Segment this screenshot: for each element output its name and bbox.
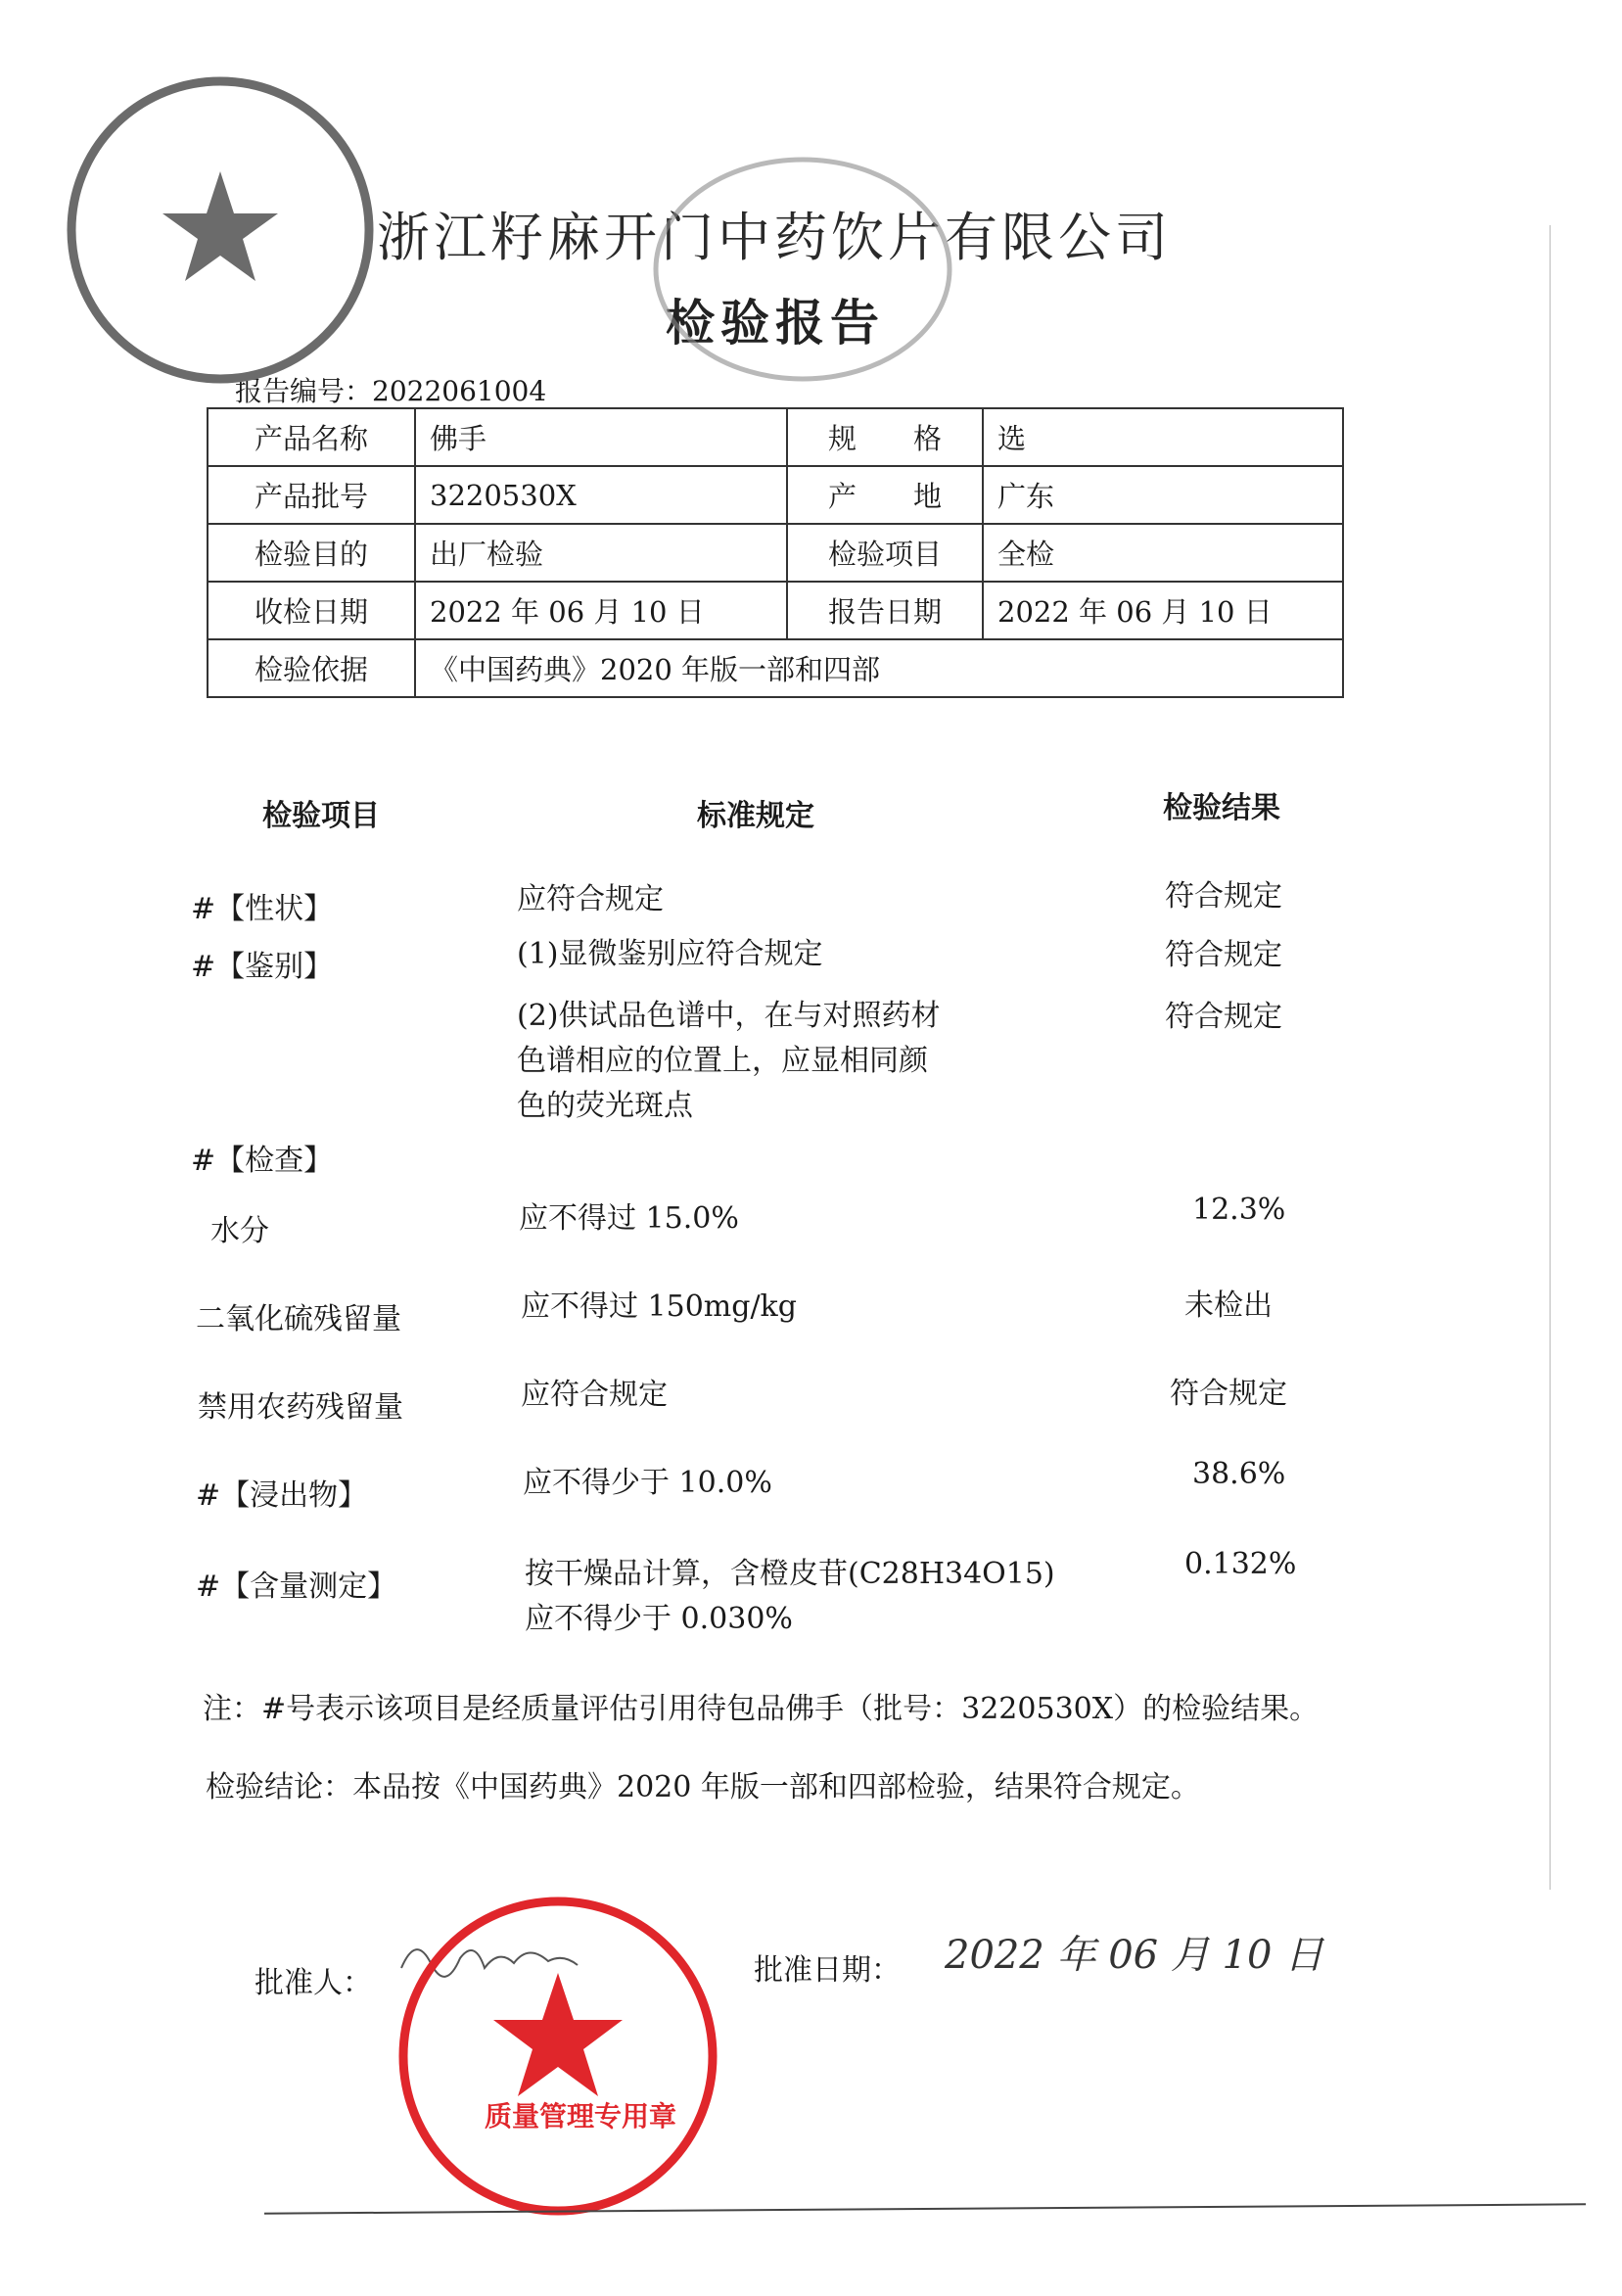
- note-text: 注：#号表示该项目是经质量评估引用待包品佛手（批号：3220530X）的检验结果。: [203, 1692, 1320, 1726]
- purpose-label: 检验目的: [208, 524, 415, 582]
- batch-label: 产品批号: [208, 466, 415, 524]
- receive-date-label: 收检日期: [208, 582, 415, 639]
- row-item: #【浸出物】: [196, 1478, 368, 1513]
- row-item: 水分: [210, 1214, 269, 1248]
- report-date-label: 报告日期: [787, 582, 983, 639]
- product-name-value: 佛手: [415, 408, 787, 466]
- row-result: 未检出: [1184, 1289, 1273, 1323]
- row-standard-multiline: [525, 1552, 1055, 1642]
- qa-seal: [392, 1890, 724, 2223]
- row-result: 0.132%: [1184, 1547, 1297, 1581]
- column-header-standard: 标准规定: [697, 799, 814, 833]
- report-title: 检验报告: [666, 294, 885, 351]
- row-item: #【性状】: [191, 892, 334, 926]
- row-result: 38.6%: [1192, 1457, 1286, 1491]
- faint-seal: [646, 147, 959, 392]
- row-result: 符合规定: [1170, 1377, 1287, 1411]
- page-edge-line: [1550, 225, 1551, 1890]
- info-row: [208, 408, 1343, 466]
- row-item: #【鉴别】: [191, 950, 334, 984]
- basis-label: 检验依据: [208, 639, 415, 697]
- company-seal: [59, 69, 382, 392]
- row-item: 禁用农药残留量: [198, 1390, 403, 1425]
- standard-line: 色谱相应的位置上，应显相同颜: [517, 1044, 928, 1078]
- origin-value: 广东: [983, 466, 1343, 524]
- company-name: 浙江籽麻开门中药饮片有限公司: [377, 207, 1172, 268]
- items-label: 检验项目: [787, 524, 983, 582]
- row-result: 12.3%: [1192, 1193, 1286, 1227]
- row-standard: 应不得过 15.0%: [519, 1201, 739, 1236]
- origin-label: 产 地: [787, 466, 983, 524]
- approver-label: 批准人：: [255, 1966, 372, 2000]
- row-result: 符合规定: [1165, 938, 1282, 972]
- info-row: [208, 466, 1343, 524]
- standard-line: 应不得少于 0.030%: [525, 1602, 793, 1636]
- row-item: #【检查】: [191, 1144, 334, 1178]
- column-header-result: 检验结果: [1163, 791, 1280, 825]
- info-row: [208, 639, 1343, 697]
- row-result: 符合规定: [1165, 879, 1282, 914]
- column-header-item: 检验项目: [262, 799, 380, 833]
- items-value: 全检: [983, 524, 1343, 582]
- receive-date-value: 2022 年 06 月 10 日: [415, 582, 787, 639]
- row-item: 二氧化硫残留量: [196, 1302, 401, 1336]
- qa-seal-bottom-text: 质量管理专用章: [485, 2100, 677, 2132]
- spec-value: 选: [983, 408, 1343, 466]
- row-standard: 应不得少于 10.0%: [523, 1466, 772, 1500]
- report-number-value: 2022061004: [372, 375, 547, 407]
- report-date-value: 2022 年 06 月 10 日: [983, 582, 1343, 639]
- info-table: [207, 407, 1344, 698]
- batch-value: 3220530X: [415, 466, 787, 524]
- purpose-value: 出厂检验: [415, 524, 787, 582]
- conclusion-text: 检验结论：本品按《中国药典》2020 年版一部和四部检验，结果符合规定。: [206, 1770, 1200, 1804]
- standard-line: 色的荧光斑点: [517, 1089, 693, 1123]
- product-name-label: 产品名称: [208, 408, 415, 466]
- row-item: #【含量测定】: [196, 1570, 397, 1604]
- approval-date-label: 批准日期：: [754, 1953, 901, 1988]
- report-number-label: 报告编号：: [235, 375, 373, 407]
- info-row: [208, 582, 1343, 639]
- row-result: 符合规定: [1165, 1000, 1282, 1034]
- row-standard-multiline: [517, 994, 941, 1129]
- row-standard: 应不得过 150mg/kg: [521, 1289, 797, 1324]
- approval-date-handwritten: 2022 年 06 月 10 日: [945, 1933, 1324, 1978]
- basis-value: 《中国药典》2020 年版一部和四部: [415, 639, 1343, 697]
- standard-line: 按干燥品计算，含橙皮苷(C28H34O15): [525, 1557, 1055, 1591]
- standard-line: (2)供试品色谱中，在与对照药材: [517, 999, 941, 1033]
- spec-label: 规 格: [787, 408, 983, 466]
- row-standard: (1)显微鉴别应符合规定: [517, 937, 823, 971]
- row-standard: 应符合规定: [517, 882, 664, 916]
- row-standard: 应符合规定: [521, 1378, 668, 1412]
- info-row: [208, 524, 1343, 582]
